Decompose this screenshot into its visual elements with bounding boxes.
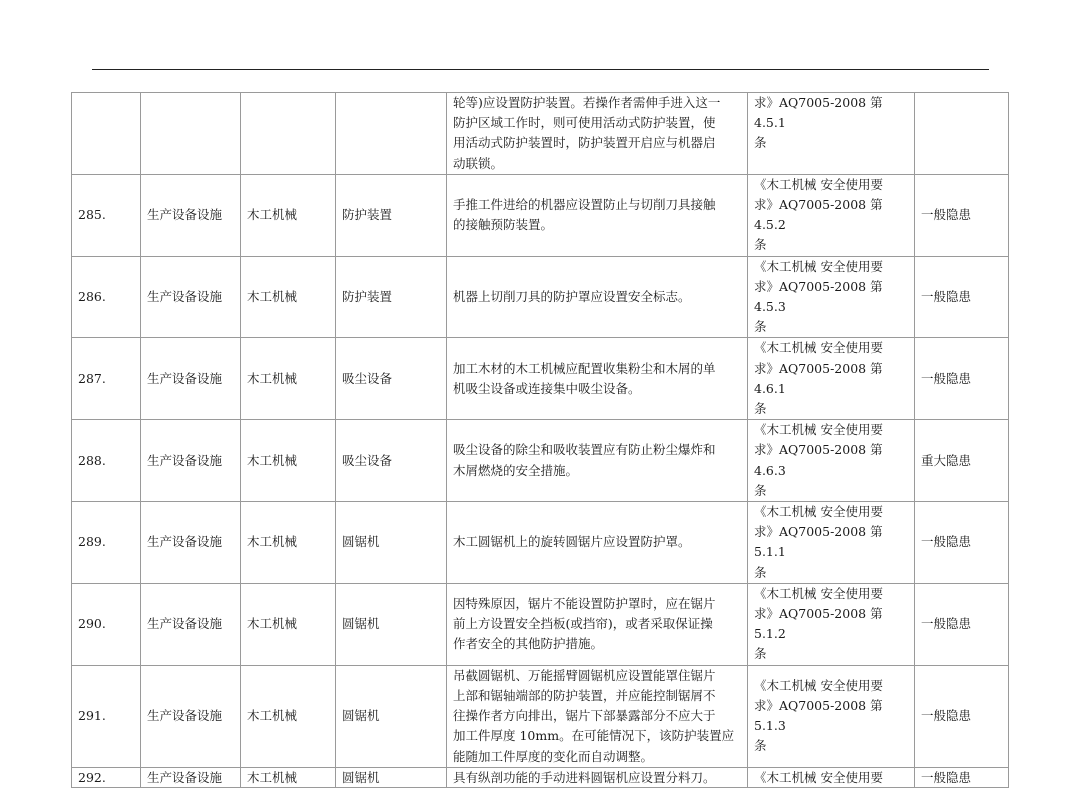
row-item: 防护装置 — [336, 174, 447, 256]
table-row — [72, 174, 1009, 256]
row-description: 具有纵剖功能的手动进料圆锯机应设置分料刀。 — [447, 767, 748, 787]
row-item: 吸尘设备 — [336, 338, 447, 420]
row-description: 吊截圆锯机、万能摇臂圆锯机应设置能罩住锯片 上部和锯轴端部的防护装置，并应能控制锯屑不 往操作者方向排出，锯片下部暴露部分不应大于 加工件厚度 10mm。在可能情况下，该防护装置应 能随加工件厚度的变化而自动调整。 — [447, 665, 748, 767]
row-level — [915, 93, 1009, 175]
row-description: 轮等)应设置防护装置。若操作者需伸手进入这一 防护区域工作时，则可使用活动式防护装置，使 用活动式防护装置时，防护装置开启应与机器启 动联锁。 — [447, 93, 748, 175]
row-item: 吸尘设备 — [336, 420, 447, 502]
row-category: 生产设备设施 — [141, 665, 241, 767]
row-basis: 《木工机械 安全使用要 求》AQ7005-2008 第 4.6.3 条 — [748, 420, 915, 502]
table-row — [72, 420, 1009, 502]
row-description: 机器上切削刀具的防护罩应设置安全标志。 — [447, 256, 748, 338]
row-level: 重大隐患 — [915, 420, 1009, 502]
row-category: 生产设备设施 — [141, 583, 241, 665]
row-basis: 《木工机械 安全使用要 求》AQ7005-2008 第 4.5.3 条 — [748, 256, 915, 338]
row-basis: 《木工机械 安全使用要 — [748, 767, 915, 787]
row-number: 291. — [72, 665, 141, 767]
row-basis: 《木工机械 安全使用要 求》AQ7005-2008 第 5.1.3 条 — [748, 665, 915, 767]
row-level: 一般隐患 — [915, 583, 1009, 665]
row-item: 防护装置 — [336, 256, 447, 338]
row-number: 287. — [72, 338, 141, 420]
row-item: 圆锯机 — [336, 502, 447, 584]
row-level: 一般隐患 — [915, 767, 1009, 787]
row-description: 因特殊原因，锯片不能设置防护罩时，应在锯片 前上方设置安全挡板(或挡帘)，或者采取保证操 作者安全的其他防护措施。 — [447, 583, 748, 665]
row-number — [72, 93, 141, 175]
row-category: 生产设备设施 — [141, 256, 241, 338]
row-number: 288. — [72, 420, 141, 502]
table-row — [72, 665, 1009, 767]
row-level: 一般隐患 — [915, 174, 1009, 256]
row-category: 生产设备设施 — [141, 338, 241, 420]
row-description: 手推工件进给的机器应设置防止与切削刀具接触 的接触预防装置。 — [447, 174, 748, 256]
row-subcategory: 木工机械 — [241, 665, 336, 767]
row-category: 生产设备设施 — [141, 767, 241, 787]
row-level: 一般隐患 — [915, 338, 1009, 420]
row-subcategory: 木工机械 — [241, 767, 336, 787]
row-number: 292. — [72, 767, 141, 787]
row-subcategory — [241, 93, 336, 175]
row-item: 圆锯机 — [336, 583, 447, 665]
row-basis: 《木工机械 安全使用要 求》AQ7005-2008 第 5.1.1 条 — [748, 502, 915, 584]
row-subcategory: 木工机械 — [241, 174, 336, 256]
row-description: 木工圆锯机上的旋转圆锯片应设置防护罩。 — [447, 502, 748, 584]
table-row — [72, 256, 1009, 338]
row-description: 吸尘设备的除尘和吸收装置应有防止粉尘爆炸和 木屑燃烧的安全措施。 — [447, 420, 748, 502]
row-number: 290. — [72, 583, 141, 665]
row-basis: 《木工机械 安全使用要 求》AQ7005-2008 第 4.6.1 条 — [748, 338, 915, 420]
row-level: 一般隐患 — [915, 665, 1009, 767]
row-description: 加工木材的木工机械应配置收集粉尘和木屑的单 机吸尘设备或连接集中吸尘设备。 — [447, 338, 748, 420]
row-number: 289. — [72, 502, 141, 584]
hazard-table — [71, 92, 1009, 788]
row-subcategory: 木工机械 — [241, 420, 336, 502]
table-row — [72, 583, 1009, 665]
table-row — [72, 502, 1009, 584]
row-level: 一般隐患 — [915, 256, 1009, 338]
row-basis: 《木工机械 安全使用要 求》AQ7005-2008 第 4.5.2 条 — [748, 174, 915, 256]
row-basis: 《木工机械 安全使用要 求》AQ7005-2008 第 5.1.2 条 — [748, 583, 915, 665]
table-row — [72, 338, 1009, 420]
row-basis: 求》AQ7005-2008 第 4.5.1 条 — [748, 93, 915, 175]
row-category — [141, 93, 241, 175]
table-row — [72, 93, 1009, 175]
table-row — [72, 767, 1009, 787]
row-subcategory: 木工机械 — [241, 583, 336, 665]
row-subcategory: 木工机械 — [241, 502, 336, 584]
row-item: 圆锯机 — [336, 767, 447, 787]
row-category: 生产设备设施 — [141, 174, 241, 256]
row-subcategory: 木工机械 — [241, 256, 336, 338]
row-subcategory: 木工机械 — [241, 338, 336, 420]
row-category: 生产设备设施 — [141, 502, 241, 584]
row-item — [336, 93, 447, 175]
row-number: 286. — [72, 256, 141, 338]
header-divider — [92, 69, 989, 70]
row-item: 圆锯机 — [336, 665, 447, 767]
row-level: 一般隐患 — [915, 502, 1009, 584]
row-number: 285. — [72, 174, 141, 256]
row-category: 生产设备设施 — [141, 420, 241, 502]
